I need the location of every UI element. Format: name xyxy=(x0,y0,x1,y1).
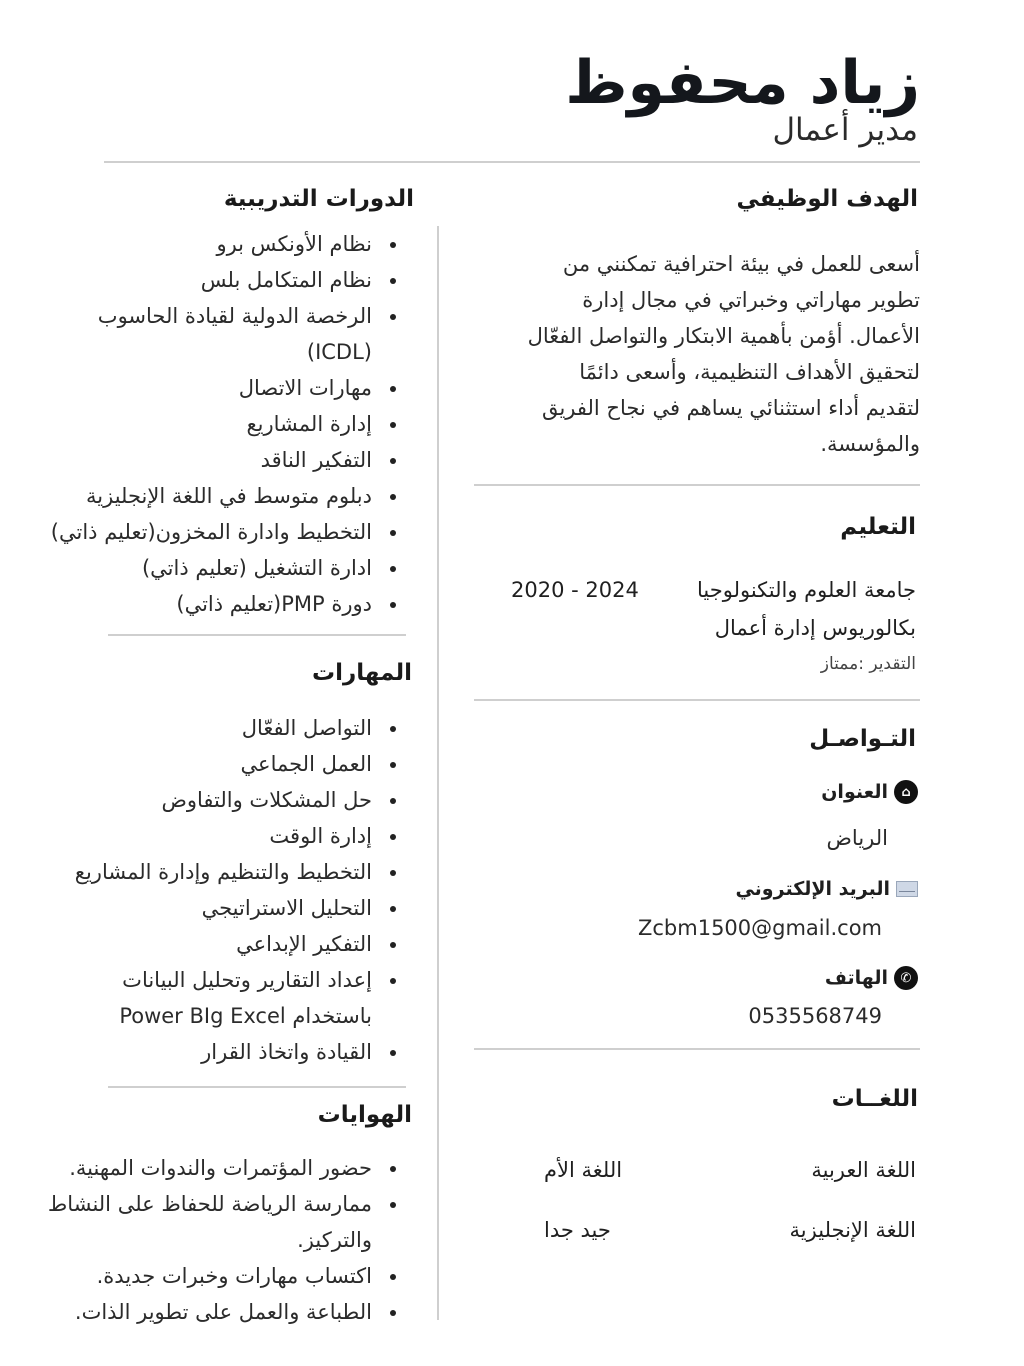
languages-heading: اللغــات xyxy=(831,1086,918,1112)
education-university-row xyxy=(511,578,916,602)
candidate-name: زياد محفوظ xyxy=(565,48,920,118)
list-item: القيادة واتخاذ القرار xyxy=(10,1034,416,1070)
phone-label: الهاتف xyxy=(824,967,888,989)
hobbies-list xyxy=(10,1150,416,1330)
language-name: اللغة العربية xyxy=(811,1158,916,1182)
list-item: التفكير الإبداعي xyxy=(10,926,416,962)
address-label: العنوان xyxy=(821,781,888,803)
list-item: ادارة التشغيل (تعليم ذاتي) xyxy=(10,550,416,586)
list-item: التخطيط وادارة المخزون(تعليم ذاتي) xyxy=(10,514,416,550)
courses-heading: الدورات التدريبية xyxy=(223,186,414,212)
phone-icon: ✆ xyxy=(894,966,918,990)
section-divider xyxy=(108,634,406,636)
list-item: دورة PMP(تعليم ذاتي) xyxy=(10,586,416,622)
job-title: مدير أعمال xyxy=(772,112,918,148)
list-item: اكتساب مهارات وخبرات جديدة. xyxy=(10,1258,416,1294)
objective-text xyxy=(472,246,920,462)
university-name: جامعة العلوم والتكنولوجيا xyxy=(697,578,916,602)
email-value[interactable]: Zcbm1500@gmail.com xyxy=(637,916,882,940)
objective-line: لتحقيق الأهداف التنظيمية، وأسعى دائمًا xyxy=(579,360,920,384)
list-item: إدارة الوقت xyxy=(10,818,416,854)
objective-line: لتقديم أداء استثنائي يساهم في نجاح الفريق xyxy=(541,396,920,420)
objective-line: والمؤسسة. xyxy=(820,432,920,456)
list-item: إعداد التقارير وتحليل البيانات xyxy=(10,962,416,998)
section-divider xyxy=(108,1086,406,1088)
column-divider xyxy=(437,226,439,1320)
skills-list xyxy=(10,710,416,1070)
list-item: التحليل الاستراتيجي xyxy=(10,890,416,926)
header-divider xyxy=(104,161,920,163)
list-item-continuation: باستخدام Power BIg Excel xyxy=(119,1004,372,1028)
courses-list xyxy=(10,226,416,622)
language-level: جيد جدا xyxy=(544,1218,611,1242)
list-item: حضور المؤتمرات والندوات المهنية. xyxy=(10,1150,416,1186)
list-item: نظام الأونكس برو xyxy=(10,226,416,262)
section-divider xyxy=(474,1048,920,1050)
degree: بكالوريوس إدارة أعمال xyxy=(714,616,916,640)
language-row xyxy=(544,1158,916,1182)
address-value: الرياض xyxy=(826,826,888,850)
envelope-icon xyxy=(896,881,918,897)
hobbies-heading: الهوايات xyxy=(317,1102,412,1128)
list-item: نظام المتكامل بلس xyxy=(10,262,416,298)
objective-heading: الهدف الوظيفي xyxy=(736,186,918,212)
list-item: التخطيط والتنظيم وإدارة المشاريع xyxy=(10,854,416,890)
list-item-continuation: والتركيز. xyxy=(297,1228,372,1252)
home-icon: ⌂ xyxy=(894,780,918,804)
address-label-row xyxy=(821,780,918,804)
language-level: اللغة الأم xyxy=(544,1158,623,1182)
email-label: البريد الإلكتروني xyxy=(735,878,890,900)
skills-heading: المهارات xyxy=(312,660,412,686)
section-divider xyxy=(474,484,920,486)
list-item: التفكير الناقد xyxy=(10,442,416,478)
email-label-row xyxy=(735,878,918,900)
list-item: الرخصة الدولية لقيادة الحاسوب xyxy=(10,298,416,334)
list-item: ممارسة الرياضة للحفاظ على النشاط xyxy=(10,1186,416,1222)
language-row xyxy=(544,1218,916,1242)
list-item: الطباعة والعمل على تطوير الذات. xyxy=(10,1294,416,1330)
list-item: العمل الجماعي xyxy=(10,746,416,782)
education-heading: التعليم xyxy=(840,514,916,540)
list-item: دبلوم متوسط في اللغة الإنجليزية xyxy=(10,478,416,514)
objective-line: أسعى للعمل في بيئة احترافية تمكنني من xyxy=(562,252,920,276)
list-item: مهارات الاتصال xyxy=(10,370,416,406)
phone-label-row xyxy=(825,966,918,990)
section-divider xyxy=(474,699,920,701)
objective-line: الأعمال. أؤمن بأهمية الابتكار والتواصل الفعّال xyxy=(527,324,920,348)
list-item: التواصل الفعّال xyxy=(10,710,416,746)
list-item: إدارة المشاريع xyxy=(10,406,416,442)
list-item-continuation: (ICDL) xyxy=(306,340,372,364)
education-years: 2020 - 2024 xyxy=(511,578,639,602)
list-item: حل المشكلات والتفاوض xyxy=(10,782,416,818)
grade: التقدير :ممتاز xyxy=(820,654,916,674)
contact-heading: التـواصـل xyxy=(809,726,916,752)
language-name: اللغة الإنجليزية xyxy=(789,1218,916,1242)
objective-line: تطوير مهاراتي وخبراتي في مجال إدارة xyxy=(582,288,920,312)
phone-value[interactable]: 0535568749 xyxy=(748,1004,882,1028)
